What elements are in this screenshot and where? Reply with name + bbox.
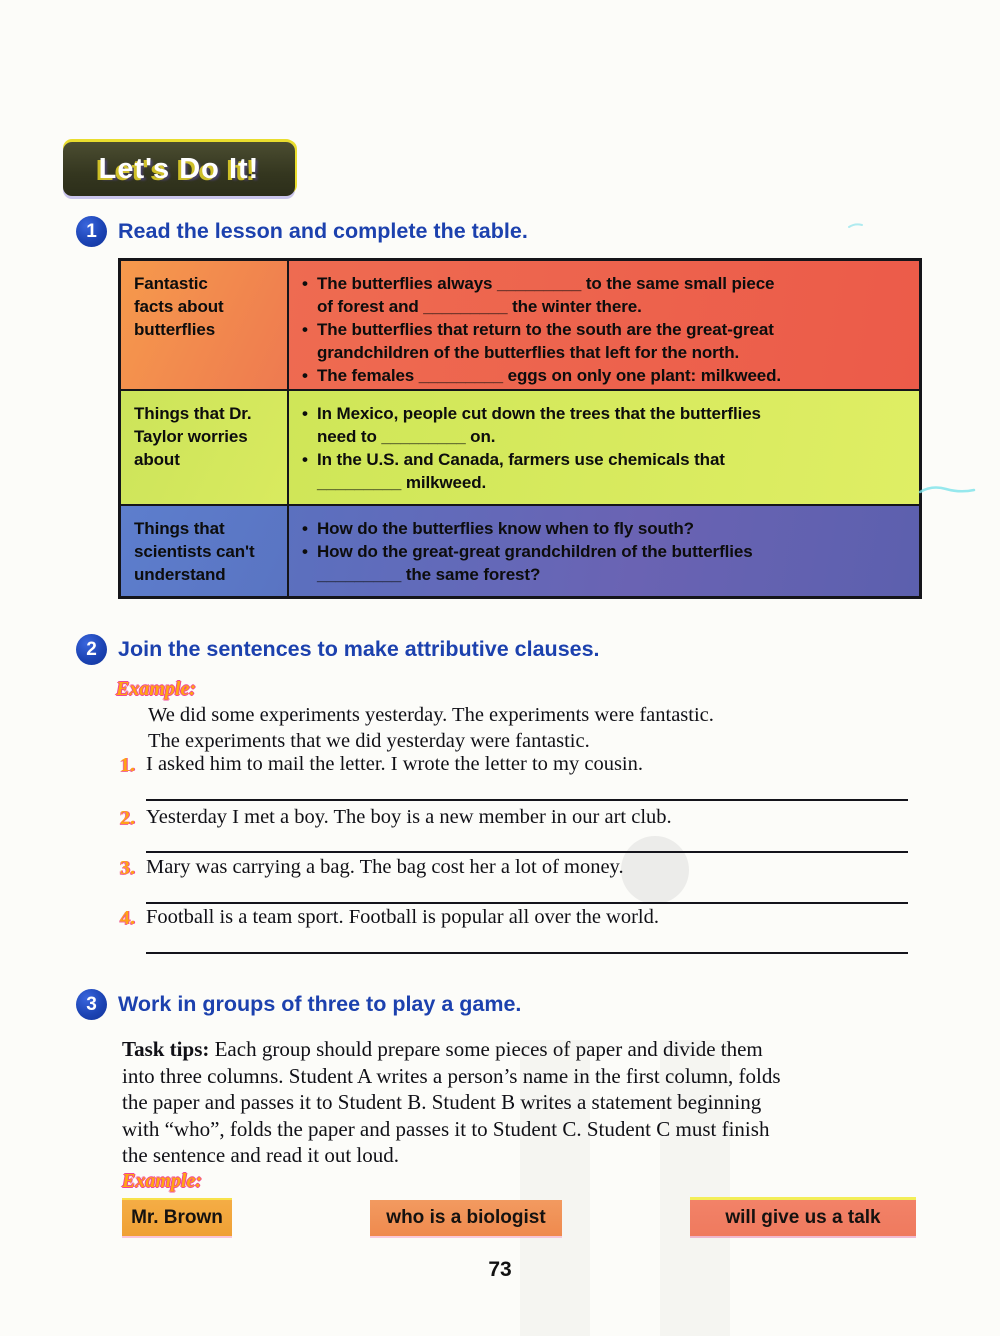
bullet-line: In the U.S. and Canada, farmers use chemicals that bbox=[317, 450, 725, 469]
row3-header-line: understand bbox=[134, 565, 226, 584]
section-1-number bbox=[76, 216, 107, 247]
bullet-icon: • bbox=[302, 404, 308, 423]
example-sentence: The experiments that we did yesterday were fantastic. bbox=[148, 730, 590, 752]
bullet-line: How do the butterflies know when to fly south? bbox=[317, 519, 694, 538]
tips-line: with “who”, folds the paper and passes it to Student C. Student C must finish bbox=[122, 1116, 770, 1141]
lesson-banner bbox=[63, 142, 295, 196]
bullet-line: How do the great-great grandchildren of the butterflies bbox=[317, 542, 753, 561]
section-3-number bbox=[76, 989, 107, 1020]
card-will-give-us-a-talk bbox=[690, 1200, 916, 1236]
table-row3-header bbox=[121, 506, 287, 596]
banner-title: Let's Do It! bbox=[98, 152, 260, 185]
bullet-line: of forest and _________ the winter there. bbox=[317, 297, 642, 316]
table-row1-content bbox=[289, 261, 919, 389]
bullet-line: In Mexico, people cut down the trees that the butterflies bbox=[317, 404, 761, 423]
section-3-number-text: 3 bbox=[86, 993, 97, 1015]
table-row2-header bbox=[121, 391, 287, 504]
bullet-icon: • bbox=[302, 519, 308, 538]
bullet-icon: • bbox=[302, 542, 308, 561]
facts-table bbox=[118, 258, 922, 599]
cyan-pen-dot bbox=[848, 222, 864, 230]
item-3-text: Mary was carrying a bag. The bag cost her a lot of money. bbox=[146, 856, 624, 878]
item-3-number: 3. bbox=[120, 857, 135, 879]
answer-line-3 bbox=[146, 902, 908, 904]
bullet-icon: • bbox=[302, 366, 308, 385]
page-number: 73 bbox=[488, 1258, 512, 1281]
bullet-line: The butterflies always _________ to the same small piece bbox=[317, 274, 775, 293]
tips-line: the paper and passes it to Student B. Student B writes a statement beginning bbox=[122, 1090, 762, 1114]
card-mr-brown bbox=[122, 1200, 232, 1236]
row2-header-line: Things that Dr. bbox=[134, 404, 252, 423]
section-2-number-text: 2 bbox=[86, 638, 97, 660]
card-text: who is a biologist bbox=[386, 1207, 546, 1228]
card-text: Mr. Brown bbox=[131, 1207, 223, 1228]
answer-line-1 bbox=[146, 799, 908, 801]
bullet-line: The butterflies that return to the south are the great-great bbox=[317, 320, 774, 339]
tips-line: the sentence and read it out loud. bbox=[122, 1143, 399, 1167]
row1-header-line: facts about bbox=[134, 297, 224, 316]
section-1-heading: Read the lesson and complete the table. bbox=[118, 219, 528, 243]
section-2-heading: Join the sentences to make attributive clauses. bbox=[118, 637, 600, 661]
item-1-text: I asked him to mail the letter. I wrote the letter to my cousin. bbox=[146, 753, 643, 775]
bullet-icon: • bbox=[302, 274, 308, 293]
example-label-ex3: Example: bbox=[122, 1170, 202, 1192]
table-row3-content bbox=[289, 506, 919, 596]
row3-header-line: scientists can't bbox=[134, 542, 255, 561]
item-4-text: Football is a team sport. Football is popular all over the world. bbox=[146, 906, 659, 928]
card-who-is-a-biologist bbox=[370, 1200, 562, 1236]
tips-label: Task tips: bbox=[122, 1037, 210, 1061]
section-2-number bbox=[76, 634, 107, 665]
task-tips bbox=[122, 1036, 781, 1169]
row1-header-line: butterflies bbox=[134, 320, 216, 339]
tips-line bbox=[122, 1036, 781, 1063]
row1-header-line: Fantastic bbox=[134, 274, 208, 293]
bullet-line: _________ the same forest? bbox=[317, 565, 541, 584]
bullet-icon: • bbox=[302, 450, 308, 469]
example-label-ex2: Example: bbox=[116, 678, 196, 700]
tips-line: into three columns. Student A writes a person’s name in the first column, folds bbox=[122, 1063, 781, 1088]
row2-header-line: about bbox=[134, 450, 180, 469]
table-row2-content bbox=[289, 391, 919, 504]
bullet-line: need to _________ on. bbox=[317, 427, 496, 446]
bullet-line: _________ milkweed. bbox=[317, 473, 487, 492]
item-2-text: Yesterday I met a boy. The boy is a new member in our art club. bbox=[146, 806, 672, 828]
row2-header-line: Taylor worries bbox=[134, 427, 248, 446]
tips-text: Each group should prepare some pieces of paper and divide them bbox=[209, 1037, 763, 1061]
section-3-heading: Work in groups of three to play a game. bbox=[118, 992, 522, 1016]
answer-line-2 bbox=[146, 851, 908, 853]
answer-line-4 bbox=[146, 952, 908, 954]
bullet-line: grandchildren of the butterflies that left for the north. bbox=[317, 343, 740, 362]
bullet-line: The females _________ eggs on only one plant: milkweed. bbox=[317, 366, 782, 385]
bullet-icon: • bbox=[302, 320, 308, 339]
section-1-number-text: 1 bbox=[86, 220, 97, 242]
table-row1-header bbox=[121, 261, 287, 389]
item-1-number: 1. bbox=[120, 754, 135, 776]
row3-header-line: Things that bbox=[134, 519, 225, 538]
example-sentence: We did some experiments yesterday. The experiments were fantastic. bbox=[148, 704, 714, 726]
card-text: will give us a talk bbox=[725, 1207, 881, 1228]
item-4-number: 4. bbox=[120, 907, 135, 929]
cyan-pen-mark bbox=[918, 483, 978, 497]
item-2-number: 2. bbox=[120, 807, 135, 829]
